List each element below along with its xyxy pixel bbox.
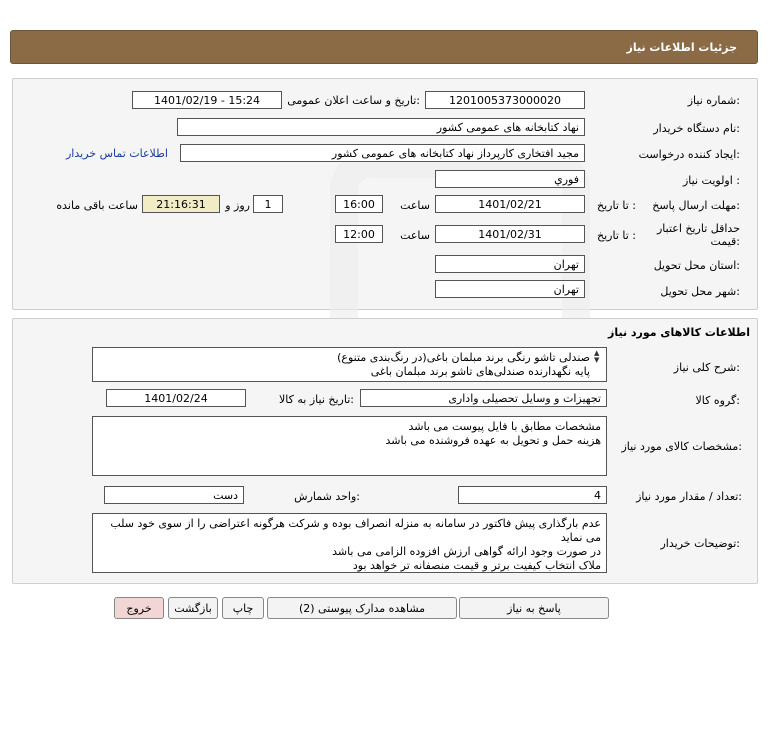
buyer-org-field: نهاد کتابخانه های عمومی کشور bbox=[177, 118, 585, 136]
validity-date-field: 1401/02/31 bbox=[435, 225, 585, 243]
buyer-notes-field bbox=[92, 513, 607, 573]
day-and-label: روز و bbox=[225, 199, 250, 212]
province-field: تهران bbox=[435, 255, 585, 273]
goods-panel-title: اطلاعات کالاهای مورد نیاز bbox=[608, 326, 750, 339]
print-button[interactable]: چاپ bbox=[222, 597, 264, 619]
specs-line-1: مشخصات مطابق با فایل پیوست می باشد bbox=[408, 420, 601, 433]
need-date-field: 1401/02/24 bbox=[106, 389, 246, 407]
need-date-label: تاریخ نیاز به کالا: bbox=[279, 393, 354, 406]
province-label: استان محل تحویل: bbox=[653, 259, 740, 272]
validity-label: حداقل تاریخ اعتبار قیمت: bbox=[656, 222, 740, 248]
page-header bbox=[10, 30, 758, 64]
need-number-field: 1201005373000020 bbox=[425, 91, 585, 109]
buyer-notes-line-2: در صورت وجود ارائه گواهی ارزش افزوده الزامی می باشد bbox=[332, 545, 601, 558]
buyer-notes-label: توضیحات خریدار: bbox=[660, 537, 740, 550]
deadline-date-field: 1401/02/21 bbox=[435, 195, 585, 213]
quantity-field: 4 bbox=[458, 486, 607, 504]
creator-field: مجید افتخاری کارپرداز نهاد کتابخانه های عمومی کشور bbox=[180, 144, 585, 162]
deadline-time-label: ساعت bbox=[400, 199, 430, 212]
announce-label: تاریخ و ساعت اعلان عمومی: bbox=[287, 94, 420, 107]
reply-button[interactable]: پاسخ به نیاز bbox=[459, 597, 609, 619]
priority-field: فوري bbox=[435, 170, 585, 188]
quantity-label: تعداد / مقدار مورد نیاز: bbox=[636, 490, 742, 503]
view-attachments-button[interactable]: مشاهده مدارک پیوستی (2) bbox=[267, 597, 457, 619]
buyer-contact-link[interactable]: اطلاعات تماس خریدار bbox=[66, 147, 168, 160]
goods-group-field: تجهیزات و وسایل تحصیلی واداری bbox=[360, 389, 607, 407]
unit-field: دست bbox=[104, 486, 244, 504]
deadline-to-date-label: تا تاریخ : bbox=[597, 199, 636, 212]
exit-button[interactable]: خروج bbox=[114, 597, 164, 619]
city-label: شهر محل تحویل: bbox=[660, 285, 740, 298]
priority-label: اولویت نیاز : bbox=[682, 174, 740, 187]
announce-field: 1401/02/19 - 15:24 bbox=[132, 91, 282, 109]
scroll-arrows-icon[interactable]: ▲ ▼ bbox=[594, 349, 600, 364]
days-field: 1 bbox=[253, 195, 283, 213]
city-field: تهران bbox=[435, 280, 585, 298]
validity-to-date-label: تا تاریخ : bbox=[597, 229, 636, 242]
specs-field bbox=[92, 416, 607, 476]
specs-line-2: هزینه حمل و تحویل به عهده فروشنده می باشد bbox=[385, 434, 601, 447]
general-desc-line-2: پایه نگهدارنده صندلی‌های تاشو برند مبلمان باغی bbox=[370, 365, 590, 378]
deadline-time-field: 16:00 bbox=[335, 195, 383, 213]
buyer-org-label: نام دستگاه خریدار: bbox=[653, 122, 740, 135]
unit-label: واحد شمارش: bbox=[294, 490, 360, 503]
deadline-label: مهلت ارسال پاسخ: bbox=[652, 199, 740, 212]
page-title: جزئیات اطلاعات نیاز bbox=[626, 40, 737, 54]
buyer-notes-line-1: عدم بارگذاری پیش فاکتور در سامانه به منزله انصراف بوده و شرکت هرگونه اعتراضی را از سوی خود سلب می نماید bbox=[110, 517, 601, 544]
remaining-time-field: 21:16:31 bbox=[142, 195, 220, 213]
creator-label: ایجاد کننده درخواست: bbox=[638, 148, 740, 161]
validity-time-field: 12:00 bbox=[335, 225, 383, 243]
buyer-notes-line-3: ملاک انتخاب کیفیت برتر و قیمت منصفانه تر خواهد بود bbox=[352, 559, 601, 572]
general-desc-line-1: صندلی تاشو رنگی برند مبلمان باغی(در رنگ‌بندی متنوع) bbox=[337, 351, 590, 364]
specs-label: مشخصات کالای مورد نیاز: bbox=[621, 440, 742, 453]
general-desc-field bbox=[92, 347, 607, 382]
back-button[interactable]: بازگشت bbox=[168, 597, 218, 619]
validity-time-label: ساعت bbox=[400, 229, 430, 242]
need-number-label: شماره نیاز: bbox=[687, 94, 740, 107]
general-desc-label: شرح کلی نیاز: bbox=[673, 361, 740, 374]
remaining-label: ساعت باقی مانده bbox=[56, 199, 138, 212]
goods-group-label: گروه کالا: bbox=[695, 394, 740, 407]
